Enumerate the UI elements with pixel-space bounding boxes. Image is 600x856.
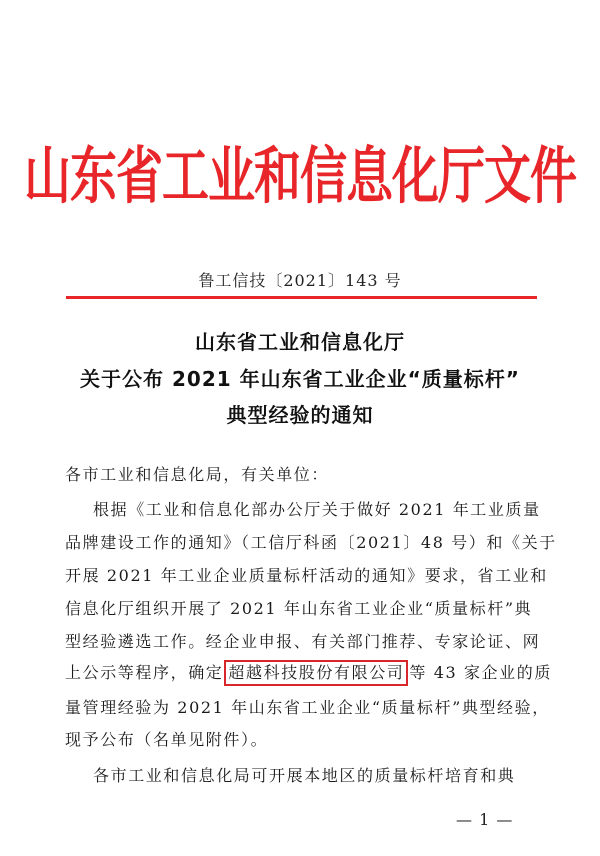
body-text-segment: 上公示等程序，确定 <box>65 663 224 682</box>
notice-title-line-1: 山东省工业和信息化厅 <box>195 330 405 354</box>
body-line: 品牌建设工作的通知》（工信厅科函〔2021〕48 号）和《关于 <box>65 533 557 552</box>
body-line-with-highlight <box>65 660 552 686</box>
red-divider-line <box>66 296 537 299</box>
body-line: 信息化厅组织开展了 2021 年山东省工业企业“质量标杆”典 <box>65 599 533 618</box>
page-number: — 1 — <box>456 810 514 829</box>
body-line: 现予公布（名单见附件）。 <box>65 730 269 749</box>
highlighted-company-name: 超越科技股份有限公司 <box>224 660 408 686</box>
notice-title-line-2: 关于公布 2021 年山东省工业企业“质量标杆” <box>80 367 520 391</box>
body-line: 开展 2021 年工业企业质量标杆活动的通知》要求，省工业和 <box>65 566 548 585</box>
salutation: 各市工业和信息化局，有关单位： <box>65 465 330 484</box>
document-masthead: 山东省工业和信息化厅文件 <box>24 141 576 213</box>
body-line: 量管理经验为 2021 年山东省工业企业“质量标杆”典型经验， <box>65 698 550 717</box>
notice-title-line-3: 典型经验的通知 <box>226 403 374 427</box>
body-text-segment: 等 43 家企业的质 <box>409 663 552 682</box>
document-number: 鲁工信技〔2021〕143 号 <box>198 271 402 290</box>
body-line: 型经验遴选工作。经企业申报、有关部门推荐、专家论证、网 <box>65 632 541 651</box>
body-line: 根据《工业和信息化部办公厅关于做好 2021 年工业质量 <box>93 500 541 519</box>
body-line: 各市工业和信息化局可开展本地区的质量标杆培育和典 <box>93 766 516 785</box>
